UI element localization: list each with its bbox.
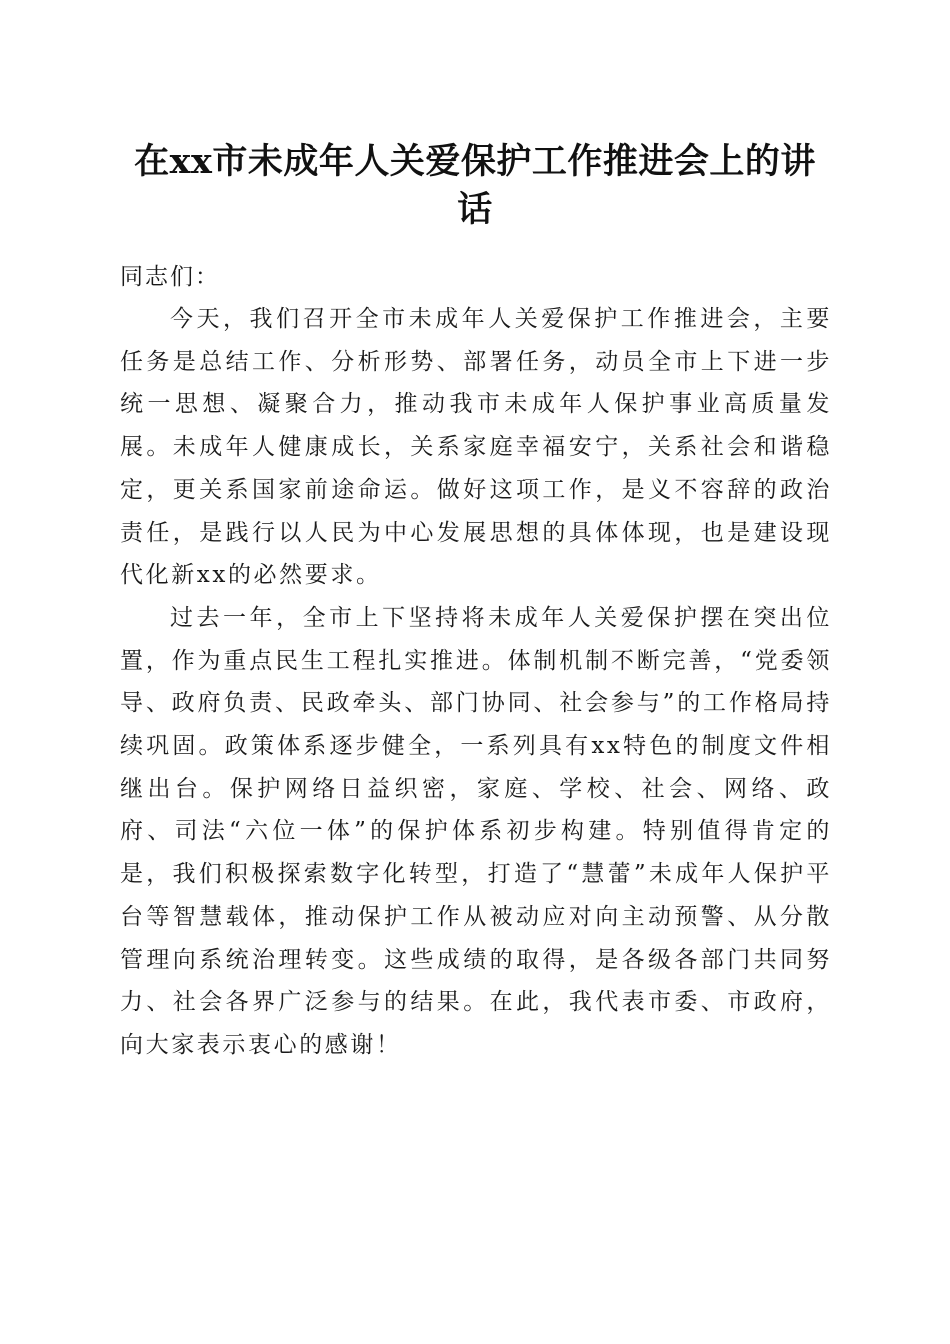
paragraph-2: 过去一年，全市上下坚持将未成年人关爱保护摆在突出位置，作为重点民生工程扎实推进。体制机制不断完善，“党委领导、政府负责、民政牵头、部门协同、社会参与”的工作格局持续巩固。政策体系逐步健全，一系列具有xx特色的制度文件相继出台。保护网络日益织密，家庭、学校、社会、网络、政府、司法“六位一体”的保护体系初步构建。特别值得肯定的是，我们积极探索数字化转型，打造了“慧蕾”未成年人保护平台等智慧载体，推动保护工作从被动应对向主动预警、从分散管理向系统治理转变。这些成绩的取得，是各级各部门共同努力、社会各界广泛参与的结果。在此，我代表市委、市政府，向大家表示衷心的感谢！	[120, 604, 832, 1058]
document-body	[120, 256, 832, 1067]
document-title: 在xx市未成年人关爱保护工作推进会上的讲话	[134, 141, 816, 230]
salutation: 同志们：	[120, 264, 220, 290]
paragraph-1: 今天，我们召开全市未成年人关爱保护工作推进会，主要任务是总结工作、分析形势、部署任务，动员全市上下进一步统一思想、凝聚合力，推动我市未成年人保护事业高质量发展。未成年人健康成长，关系家庭幸福安宁，关系社会和谐稳定，更关系国家前途命运。做好这项工作，是义不容辞的政治责任，是践行以人民为中心发展思想的具体体现，也是建设现代化新xx的必然要求。	[120, 306, 832, 589]
